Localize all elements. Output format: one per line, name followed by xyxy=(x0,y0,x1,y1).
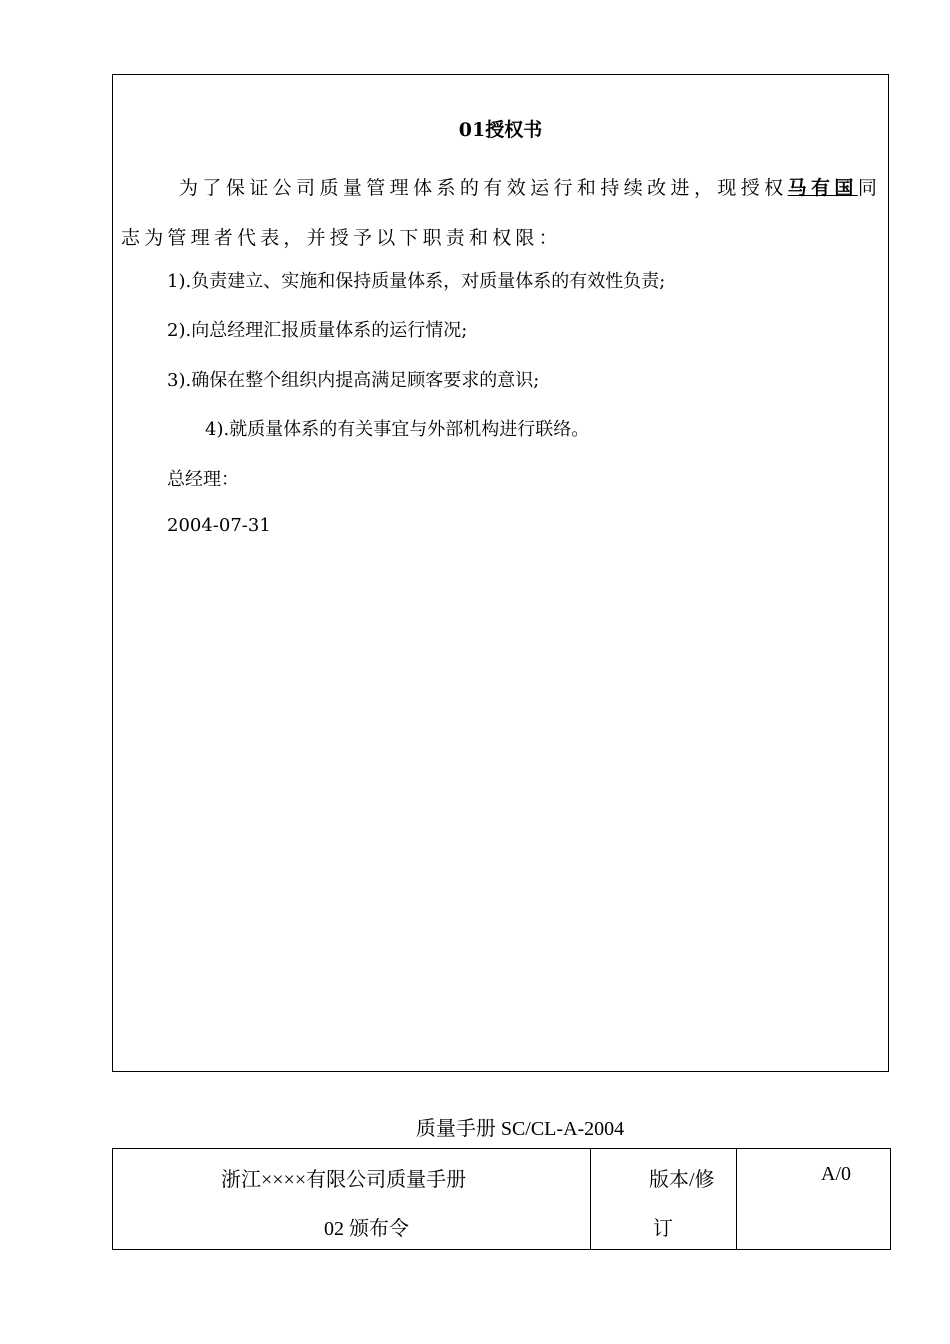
intro-text-after: 同志为管理者代表，并授予以下职责和权限： xyxy=(121,177,882,249)
duty-item-4: 4).就质量体系的有关事宜与外部机构进行联络。 xyxy=(205,419,590,440)
version-value: A/0 xyxy=(821,1163,851,1185)
document-title: 01授权书 xyxy=(458,119,543,141)
version-value-cell xyxy=(737,1149,891,1250)
company-manual-title: 浙江××××有限公司质量手册 xyxy=(221,1169,467,1191)
version-label-cell xyxy=(591,1149,737,1250)
section-title: 02 颁布令 xyxy=(324,1218,409,1240)
manual-title-cell xyxy=(113,1149,591,1250)
manual-caption: 质量手册 SC/CL-A-2004 xyxy=(415,1118,625,1140)
duty-item-1: 1).负责建立、实施和保持质量体系，对质量体系的有效性负责; xyxy=(167,271,666,292)
intro-paragraph xyxy=(121,163,881,263)
appointee-name: 马有国 xyxy=(787,177,858,199)
duty-item-2: 2).向总经理汇报质量体系的运行情况; xyxy=(167,320,468,341)
version-label-line2: 订 xyxy=(653,1218,673,1240)
version-label-line1: 版本/修 xyxy=(649,1169,715,1191)
authorization-letter-frame xyxy=(112,74,889,1072)
signature-date: 2004-07-31 xyxy=(167,515,271,536)
intro-text-before: 为了保证公司质量管理体系的有效运行和持续改进，现授权 xyxy=(179,177,788,199)
signer-label: 总经理： xyxy=(167,469,239,490)
footer-table xyxy=(112,1148,891,1250)
duty-item-3: 3).确保在整个组织内提高满足顾客要求的意识; xyxy=(167,370,540,391)
